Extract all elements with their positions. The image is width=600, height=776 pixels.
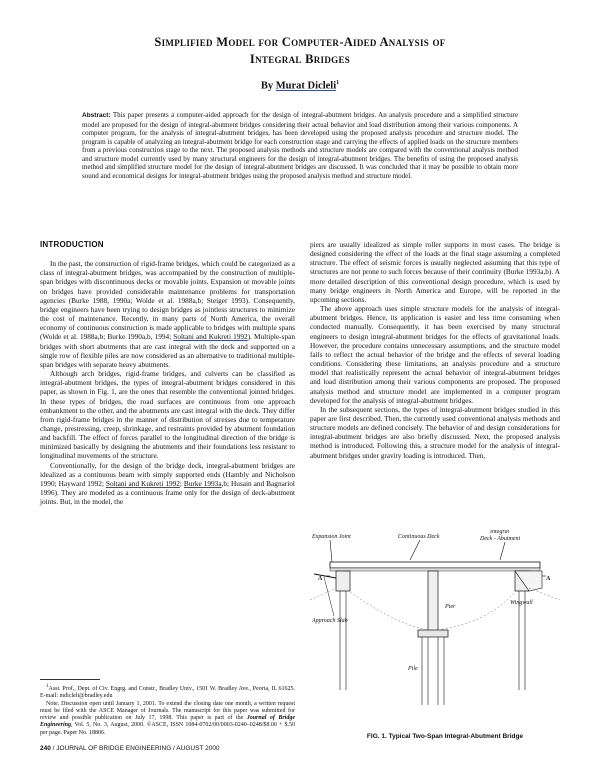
title-line-2: Integral Bridges — [249, 52, 351, 66]
embankment-left — [310, 588, 336, 600]
label-integral: Integral — [490, 530, 510, 535]
intro-p3-sep: ; — [179, 478, 184, 488]
citation-link-burke[interactable]: Burke 1993a — [183, 478, 222, 488]
paper-title — [60, 34, 540, 68]
label-pier: Pier — [445, 604, 456, 610]
footnote-note — [40, 701, 295, 737]
label-expansion-joint: Expansion Joint — [312, 534, 351, 540]
ground-line-left — [350, 592, 428, 630]
right-column — [310, 240, 560, 460]
leader-expansion-joint — [330, 540, 332, 562]
right-paragraph-2: The above approach uses simple structure models for the analysis of integral-abutment bridges. Hence, its application is easier and less time consuming when conducted manually. Consequently, it has been exercised by many structural engineers to design integral-abutment bridges for the effects of gravitational loads. However, the procedure contains unnecessary assumptions, and the structure model fails to reflect the actual behavior of the bridge and the effects of several loading conditions. Considering these limitations, an analysis procedure and a structure model that realistically represent the actual behavior of integral-abutment bridges and load distribution among their various components are proposed. The proposed analysis method and structure model are implemented in a computer program developed for the analysis of integral-abutment bridges. — [310, 304, 560, 405]
label-pile: Pile — [408, 666, 418, 672]
byline — [0, 80, 600, 92]
page-footer — [40, 745, 220, 752]
author-footnote-marker: 1 — [336, 80, 340, 86]
figure-1-caption: FIG. 1. Typical Two-Span Integral-Abutment Bridge — [366, 733, 524, 740]
intro-p3-end: ,b; Husain and Bagnariol 1996). They are modeled as a continuous frame only for the design of deck-abutment joints. But, in the model, the — [40, 478, 295, 507]
left-abutment — [336, 571, 350, 591]
page-number: 240 — [40, 745, 51, 752]
title-line-1: Simplified Model for Computer-Aided Analysis of — [154, 35, 446, 49]
pier-footing — [418, 630, 448, 637]
footnote-rule — [40, 679, 100, 680]
embankment-right — [529, 588, 560, 600]
byline-by: By — [260, 80, 274, 92]
intro-p1-end: ). Multiple-span bridges with short abutments that are cast integral with the deck and supported on a single row of flexible piles are now considered as an alternative to traditional multiple-span bridges with separate heavy abutments. — [40, 332, 295, 369]
intro-p1-text: In the past, the construction of rigid-frame bridges, which could be categorized as a class of integral-abutment bridges, was accompanied by the construction of multiple-span bridges with discontinuous decks or movable joints. Expansion or movable joints on bridges have provided considerable maintenance problems for transportation agencies (Burke 1988, 1990a; Wolde et al. 1988a,b; Steiger 1993). Consequently, bridge engineers have been trying to design bridges as jointless structures to minimize the cost of maintenance. Recently, in many parts of North America, the overall economy of continuous construction is made applicable to bridges with multiple spans (Wolde et al. 1988a,b; Burke 1990a,b, 1994; — [40, 259, 295, 342]
intro-paragraph-2: Although arch bridges, rigid-frame bridges, and culverts can be classified as integral-abutment bridges, the types of integral-abutment bridges considered in this paper, as shown in Fig. 1, are the ones that resemble the conventional jointed bridges. In these types of bridges, the road surfaces are continuous from one approach embankment to the other, and the abutments are cast integral with the deck. They differ from rigid-frame bridges in the manner of distribution of stresses due to temperature change, prestressing, creep, shrinkage, and restraints provided by abutment foundation and backfill. The effect of forces parallel to the longitudinal direction of the bridge is minimized basically by designing the abutments and their foundations less resistant to longitudinal movements of the structure. — [40, 369, 295, 461]
leader-integral-abutment — [500, 542, 505, 560]
footnote-marker: 1 — [46, 684, 49, 689]
section-mark-a-left: A — [318, 576, 323, 582]
author-link[interactable]: Murat Dicleli — [275, 80, 337, 92]
right-paragraph-3: In the subsequent sections, the types of integral-abutment bridges studied in this paper are first described. Then, the currently used conventional analysis methods and structure models are defined concisely. The behavior of and design considerations for integral-abutment bridges are also briefly discussed. Next, the proposed analysis method is introduced. Following this, a structure model for the analysis of integral-abutment bridges under gravity loading is introduced. Then, — [310, 404, 560, 460]
label-deck-abutment: Deck - Abutment — [480, 536, 521, 542]
intro-p3-text: Conventionally, for the design of the bridge deck, integral-abutment bridges are idealized as a continuous beam with simply supported ends (Hambly and Nicholson 1990; Hayward 1992; — [40, 460, 295, 488]
left-column — [40, 240, 295, 506]
citation-link-soltani-1[interactable]: Soltani and Kukreti 1992 — [173, 332, 248, 342]
footnote-note-end: , Vol. 5, No. 3, August, 2000. ©ASCE, ISSN 1084-0702/00/0003-0240–0248/$8.00 + $.50 per page. Paper No. 18806. — [40, 722, 295, 736]
footnote-affiliation — [40, 683, 295, 701]
section-heading-introduction: INTRODUCTION — [40, 240, 104, 249]
ground-line-right — [438, 592, 515, 630]
leader-approach-slab — [324, 577, 334, 616]
deck-girder — [330, 568, 540, 571]
section-mark-a-right: A — [546, 576, 551, 582]
label-wingwall: Wingwall — [510, 600, 533, 606]
abstract — [82, 111, 518, 180]
figure-1-bridge-diagram — [310, 530, 560, 730]
journal-running-title: / JOURNAL OF BRIDGE ENGINEERING / AUGUST 2000 — [52, 745, 220, 752]
footnote — [40, 683, 295, 737]
intro-paragraph-1 — [40, 259, 295, 369]
citation-link-soltani-2[interactable]: Soltani and Kukreti 1992 — [105, 478, 180, 488]
abstract-text: This paper presents a computer-aided approach for the design of integral-abutment bridges. An analysis procedure and a simplified structure model are proposed for the design of integral-abutment bridges considering their actual behavior and load distribution among their various components. A computer program, for the analysis of integral-abutment bridges, has been developed using the proposed analysis procedure and structure model. The program is capable of analyzing an integral-abutment bridge for each construction stage and carrying the effects of applied loads on the structure members from a previous construction stage to the next. The proposed analysis methods and structure models are compared with the conventional analysis method and structure model currently used by many structural engineers for the design of integral-abutment bridges. The benefits of using the proposed analysis method and simplified structure model for the design of integral-abutment bridges are discussed. It was concluded that it may be possible to obtain more sound and economical designs for integral-abutment bridges using the proposed analysis method and structure model. — [82, 111, 519, 180]
label-approach-slab: Approach Slab — [312, 618, 348, 624]
bridge-deck — [330, 562, 540, 568]
intro-paragraph-3 — [40, 461, 295, 507]
right-paragraph-1: piers are usually idealized as simple roller supports in most cases. The bridge is designed considering the effect of the loads at the final stage assuming a completed structure. The effect of seismic forces is usually neglected assuming that this type of structures are not prone to such forces because of their continuity (Burke 1993a,b). A more detailed description of this conventional design procedure, which is used by many bridge engineers in North America and Europe, will be reported in the upcoming sections. — [310, 240, 560, 304]
footnote-journal: Journal of Bridge Engineering — [40, 715, 295, 729]
pier-column — [428, 571, 438, 631]
leader-continuous-deck — [410, 540, 420, 560]
footnote-affiliation-text: Asst. Prof., Dept. of Civ. Engrg. and Constr., Bradley Univ., 1501 W. Bradley Ave., Peoria, IL 61625. E-mail: mdicleli@bradley.edu — [40, 686, 295, 700]
abstract-label: Abstract: — [82, 112, 111, 119]
label-continuous-deck: Continuous Deck — [398, 534, 440, 540]
footnote-note-text: Note. Discussion open until January 1, 2001. To extend the closing date one month, a written request must be filed with the ASCE Manager of Journals. The manuscript for this paper was submitted for review and possible publication on July 17, 1998. This paper is part of the — [40, 700, 295, 722]
